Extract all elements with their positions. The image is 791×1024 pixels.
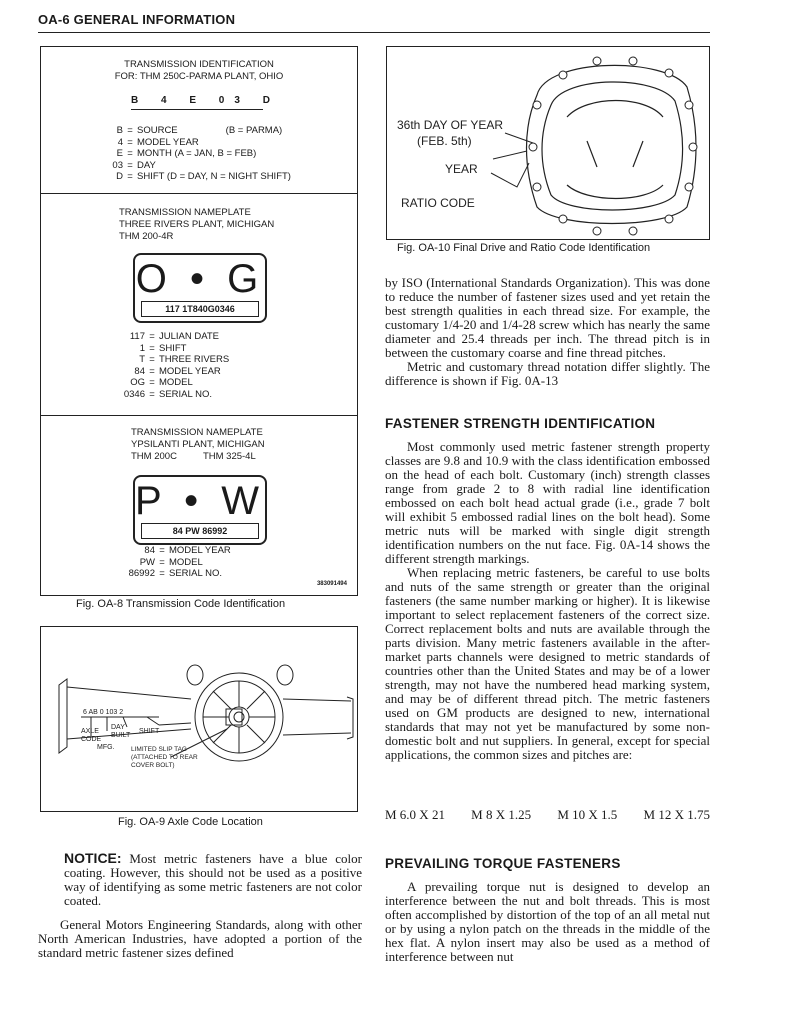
def-value: MODEL bbox=[159, 377, 193, 388]
label-year: YEAR bbox=[445, 162, 478, 176]
iso-paragraph: by ISO (International Standards Organization). This was done to reduce the number of fastener sizes used and yet retain the best strength qualities in each thread size. For example, the customary 1/4-20 and 1/4-28 screw which has nearly the same diameter and 25.4 threads per inch. The thread pitch is in between the customary coarse and fine thread pitches. bbox=[385, 275, 710, 360]
strength-text bbox=[385, 440, 710, 762]
fig8-divider-2 bbox=[41, 415, 357, 416]
heading-fastener-strength: FASTENER STRENGTH IDENTIFICATION bbox=[385, 416, 656, 431]
fig8-s3-list bbox=[115, 545, 231, 580]
strength-paragraph-2: When replacing metric fasteners, be careful to use bolts and nuts of the same strength or greater than the original fasteners (the same number marking or higher). It is likewise important to select replacement fasteners of the correct size. Correct replacement bolts and nuts are available through the parts division. Many metric fasteners available in the after-market parts channels were designed to metric standards of countries other than the United States and may be of a lower strength, may not have the numbered head marking system, and may be of different thread pitch. The metric fasteners used on GM products are designed to new, international standards that may not yet be manufactured by some non-domestic bolt and nut suppliers. In general, except for special applications, the common sizes and pitches are: bbox=[385, 565, 710, 762]
list-item: T = THREE RIVERS bbox=[115, 354, 229, 366]
figure-oa8 bbox=[40, 46, 358, 596]
def-key: 84 bbox=[144, 545, 155, 556]
final-drive-illustration bbox=[387, 47, 709, 239]
heading-prevailing-torque: PREVAILING TORQUE FASTENERS bbox=[385, 856, 621, 871]
label-shift: SHIFT bbox=[139, 728, 160, 735]
fig8-s1-title-line1: TRANSMISSION IDENTIFICATION bbox=[124, 59, 274, 70]
def-key: 1 bbox=[139, 342, 145, 354]
part-number: 383091494 bbox=[316, 581, 347, 587]
gm-standards-paragraph: General Motors Engineering Standards, along with other North American Industries, have adopted a portion of the standard metric fastener sizes defined bbox=[38, 917, 362, 960]
def-key: T bbox=[139, 354, 145, 365]
fig8-s1-title bbox=[41, 59, 357, 83]
label-tag-2: (ATTACHED TO REAR bbox=[131, 754, 198, 761]
def-key: 117 bbox=[129, 331, 145, 342]
def-key: PW bbox=[139, 556, 155, 568]
def-value: MODEL YEAR bbox=[159, 365, 221, 377]
def-key: 86992 bbox=[128, 568, 155, 579]
nameplate-og bbox=[133, 253, 267, 323]
nameplate-pw bbox=[133, 475, 267, 545]
label-tag-1: LIMITED SLIP TAG bbox=[131, 746, 187, 753]
fig8-s3-title bbox=[131, 427, 265, 463]
list-item: 0346 = SERIAL NO. bbox=[115, 389, 229, 401]
fig8-divider-1 bbox=[41, 193, 357, 194]
def-key: 84 bbox=[134, 365, 145, 377]
def-key: B bbox=[116, 125, 123, 136]
list-item: 84 = MODEL YEAR bbox=[115, 366, 229, 378]
header-rule bbox=[38, 32, 710, 33]
fig8-s3-title-line3a: THM 200C bbox=[131, 451, 177, 462]
left-paragraph bbox=[38, 918, 362, 960]
fig8-s2-title-line3: THM 200-4R bbox=[119, 231, 174, 242]
figure-oa10 bbox=[386, 46, 710, 240]
fig8-s2-title bbox=[119, 207, 274, 243]
nameplate-pw-letters: P • W bbox=[135, 479, 265, 523]
label-tag-3: COVER BOLT) bbox=[131, 762, 175, 769]
def-key: 0346 bbox=[123, 388, 145, 400]
list-item: 4 = MODEL YEAR bbox=[101, 137, 291, 149]
size-m8: M 8 X 1.25 bbox=[471, 807, 532, 822]
def-value: SERIAL NO. bbox=[169, 568, 222, 579]
list-item: E = MONTH (A = JAN, B = FEB) bbox=[101, 148, 291, 160]
def-key: E bbox=[116, 148, 123, 159]
def-value: MODEL bbox=[169, 556, 203, 568]
torque-text bbox=[385, 880, 710, 964]
fig10-caption: Fig. OA-10 Final Drive and Ratio Code Identification bbox=[397, 242, 651, 254]
fig8-s1-list bbox=[101, 125, 291, 183]
right-intro bbox=[385, 276, 710, 388]
fig8-code-underline bbox=[131, 109, 263, 110]
size-m10: M 10 X 1.5 bbox=[557, 807, 618, 822]
list-item: 86992 = SERIAL NO. bbox=[115, 568, 231, 580]
notice-block bbox=[64, 850, 362, 908]
list-item: PW = MODEL bbox=[115, 557, 231, 569]
list-item: OG = MODEL bbox=[115, 377, 229, 389]
def-key: OG bbox=[130, 377, 145, 388]
def-value: SERIAL NO. bbox=[159, 388, 212, 400]
def-value: SHIFT bbox=[159, 342, 187, 354]
list-item: 117 = JULIAN DATE bbox=[115, 331, 229, 343]
def-note: (B = PARMA) bbox=[225, 125, 283, 136]
fig8-s3-title-line2: YPSILANTI PLANT, MICHIGAN bbox=[131, 439, 265, 450]
list-item: D = SHIFT (D = DAY, N = NIGHT SHIFT) bbox=[101, 171, 291, 183]
axle-illustration bbox=[41, 627, 357, 811]
page-header: OA-6 GENERAL INFORMATION bbox=[38, 12, 236, 27]
list-item: 84 = MODEL YEAR bbox=[115, 545, 231, 557]
label-mfg: MFG. bbox=[97, 744, 115, 751]
def-value: MODEL YEAR bbox=[169, 545, 231, 556]
label-day-of-year: 36th DAY OF YEAR bbox=[397, 118, 504, 132]
sizes-row bbox=[385, 808, 710, 822]
def-key: D bbox=[116, 171, 123, 182]
label-ratio-code: RATIO CODE bbox=[401, 196, 475, 210]
nameplate-og-code: 117 1T840G0346 bbox=[141, 301, 259, 317]
def-value: THREE RIVERS bbox=[159, 354, 230, 365]
def-value: MONTH (A = JAN, B = FEB) bbox=[137, 148, 257, 159]
fig8-code-line: B 4 E 03 D bbox=[131, 95, 280, 106]
label-feb-5: (FEB. 5th) bbox=[417, 134, 472, 148]
notation-paragraph: Metric and customary thread notation differ slightly. The difference is shown if Fig. 0A-13 bbox=[385, 359, 710, 388]
fig8-s1-title-line2: FOR: THM 250C-PARMA PLANT, OHIO bbox=[114, 71, 284, 82]
fig8-caption: Fig. OA-8 Transmission Code Identification bbox=[76, 598, 286, 610]
fig8-s2-list bbox=[115, 331, 229, 400]
label-day: DAY bbox=[111, 724, 125, 731]
strength-paragraph-1: Most commonly used metric fastener strength property classes are 9.8 and 10.9 with the class identification embossed on the head of each bolt. Customary (inch) strength classes range from grade 2 to 8 with radial line identification embossed on each bolt head actual grade (i.e., grade 7 bolt will exhibit 5 embossed radial lines on the bolt head). Some metric nuts will be marked with single digit strength identification numbers on the nut face. Fig. 0A-14 shows the different strength markings. bbox=[385, 439, 710, 566]
list-item: 03 = DAY bbox=[101, 160, 291, 172]
nameplate-pw-code: 84 PW 86992 bbox=[141, 523, 259, 539]
def-value: JULIAN DATE bbox=[159, 331, 220, 342]
axle-code: 6 AB 0 103 2 bbox=[83, 709, 124, 716]
fig8-s3-title-line3b: THM 325-4L bbox=[202, 451, 256, 462]
def-key: 4 bbox=[117, 136, 123, 148]
def-value: SOURCE bbox=[137, 125, 178, 136]
fig8-s2-title-line2: THREE RIVERS PLANT, MICHIGAN bbox=[119, 219, 275, 230]
def-key: 03 bbox=[112, 159, 123, 171]
fig8-s3-title-line1: TRANSMISSION NAMEPLATE bbox=[131, 427, 263, 438]
nameplate-og-letters: O • G bbox=[135, 257, 265, 301]
size-m6: M 6.0 X 21 bbox=[385, 807, 445, 822]
figure-oa9 bbox=[40, 626, 358, 812]
def-value: SHIFT (D = DAY, N = NIGHT SHIFT) bbox=[137, 171, 291, 182]
size-m12: M 12 X 1.75 bbox=[643, 807, 710, 822]
def-value: DAY bbox=[137, 159, 156, 171]
notice-label: NOTICE: bbox=[64, 850, 122, 866]
label-axle: AXLE bbox=[81, 728, 99, 735]
fig9-caption: Fig. OA-9 Axle Code Location bbox=[118, 816, 263, 828]
fig8-s2-title-line1: TRANSMISSION NAMEPLATE bbox=[119, 207, 251, 218]
list-item: B = SOURCE (B = PARMA) bbox=[101, 125, 291, 137]
label-built: BUILT bbox=[111, 732, 131, 739]
def-value: MODEL YEAR bbox=[137, 136, 199, 148]
list-item: 1 = SHIFT bbox=[115, 343, 229, 355]
notice-text: Most metric fasteners have a blue color coating. However, this should not be used as a positive way of identifying as some metric fasteners are not color coated. bbox=[64, 851, 362, 908]
label-code: CODE bbox=[81, 736, 102, 743]
torque-paragraph: A prevailing torque nut is designed to develop an interference between the nut and bolt threads. This is most often accomplished by distortion of the top of an all metal nut or by using a nylon patch on the threads in the middle of the hex flat. A nylon insert may also be used as a method of interference between nut bbox=[385, 879, 710, 964]
